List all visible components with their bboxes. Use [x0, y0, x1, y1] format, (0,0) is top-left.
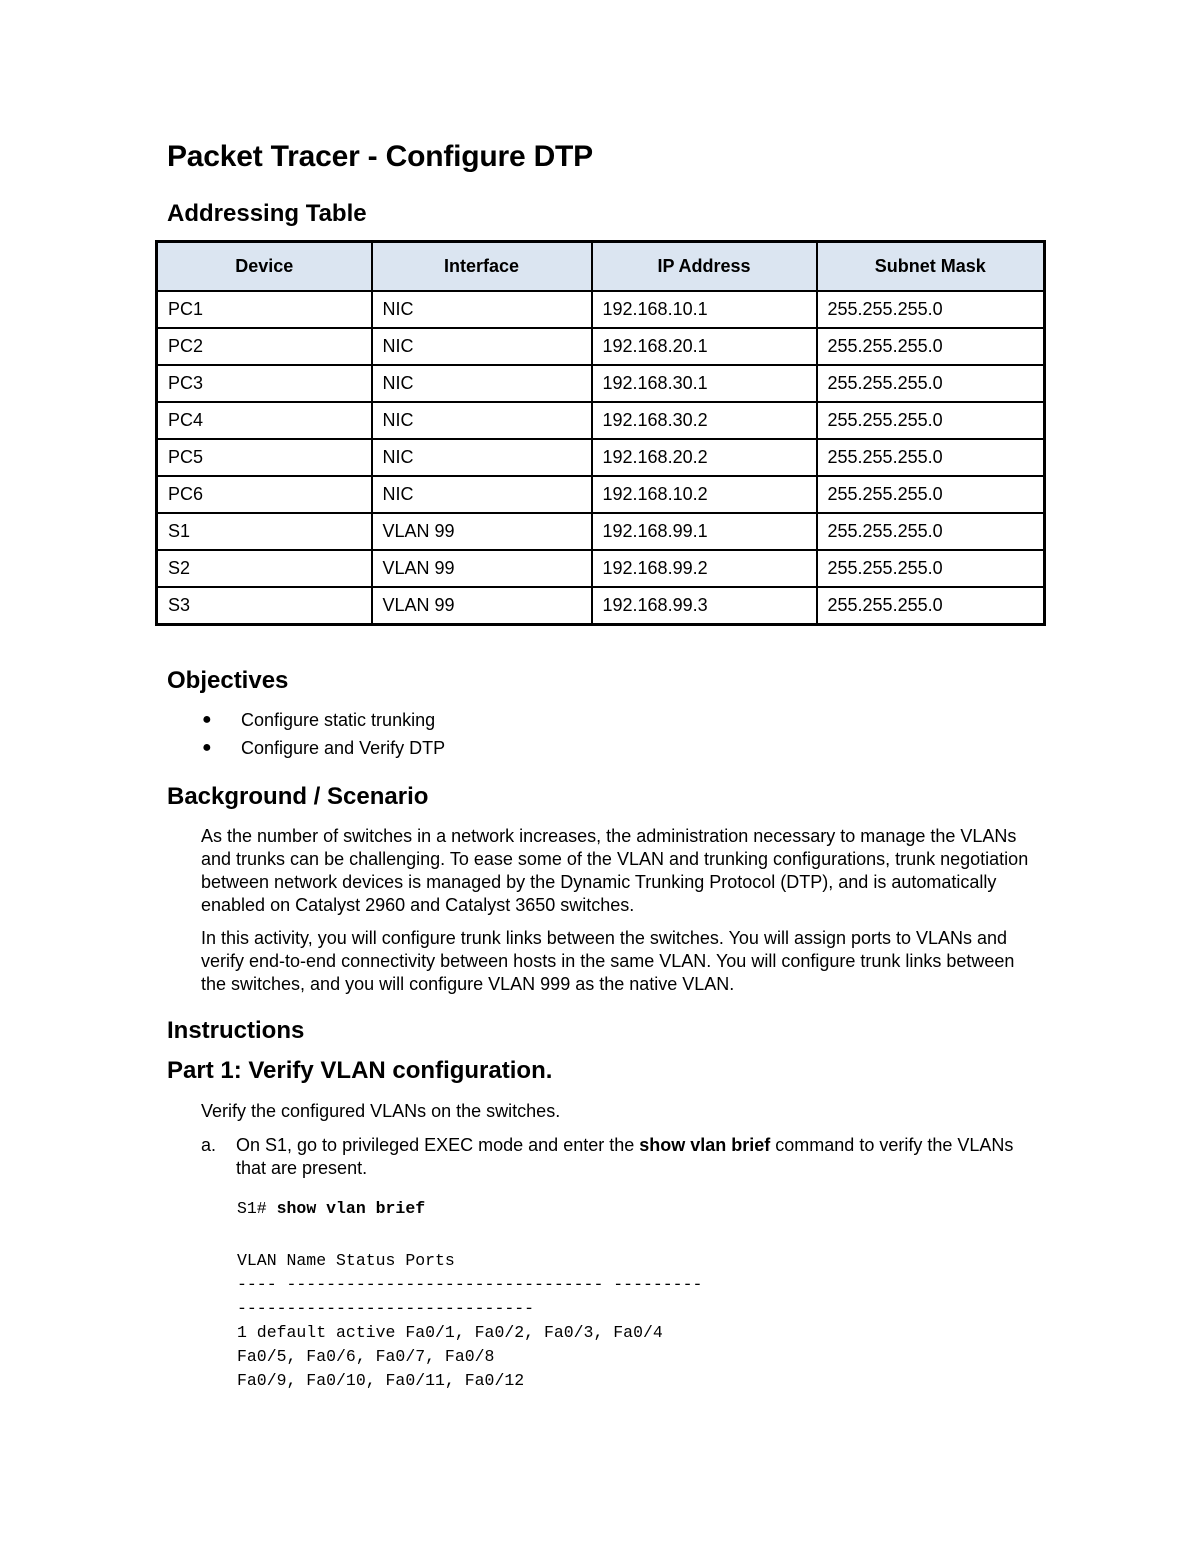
cell-interface: NIC [372, 365, 592, 402]
cell-interface: VLAN 99 [372, 587, 592, 625]
cell-interface: VLAN 99 [372, 513, 592, 550]
list-item [200, 706, 445, 734]
addressing-table-heading: Addressing Table [167, 200, 367, 227]
cell-device: PC2 [157, 328, 372, 365]
list-item [200, 734, 445, 762]
objective-text: Configure and Verify DTP [241, 738, 446, 758]
bullet-icon: ● [202, 711, 212, 728]
step-a-text [236, 1134, 1041, 1180]
step-a-text-before: On S1, go to privileged EXEC mode and enter the [236, 1135, 640, 1155]
cell-subnet-mask: 255.255.255.0 [817, 328, 1045, 365]
table-row [157, 439, 1045, 476]
cell-interface: NIC [372, 439, 592, 476]
part-1-heading: Part 1: Verify VLAN configuration. [167, 1057, 553, 1084]
cli-output-line: Fa0/5, Fa0/6, Fa0/7, Fa0/8 [237, 1347, 495, 1366]
column-header-subnet-mask: Subnet Mask [817, 242, 1045, 292]
instructions-heading: Instructions [167, 1017, 305, 1044]
cell-subnet-mask: 255.255.255.0 [817, 402, 1045, 439]
cell-ip-address: 192.168.99.3 [592, 587, 817, 625]
cell-device: PC4 [157, 402, 372, 439]
cell-interface: VLAN 99 [372, 550, 592, 587]
cell-ip-address: 192.168.99.1 [592, 513, 817, 550]
table-row [157, 550, 1045, 587]
cli-output-line: VLAN Name Status Ports [237, 1251, 455, 1270]
cell-ip-address: 192.168.10.2 [592, 476, 817, 513]
table-row [157, 513, 1045, 550]
table-row [157, 291, 1045, 328]
column-header-device: Device [157, 242, 372, 292]
cell-subnet-mask: 255.255.255.0 [817, 587, 1045, 625]
cli-output-line: Fa0/9, Fa0/10, Fa0/11, Fa0/12 [237, 1371, 525, 1390]
cli-output-line: ------------------------------ [237, 1299, 535, 1318]
background-paragraph-1: As the number of switches in a network increases, the administration necessary to manage the VLANs and trunks can be challenging. To ease some of the VLAN and trunking configurations, trunk negotiation between network devices is managed by the Dynamic Trunking Protocol (DTP), and is automatically enabled on Catalyst 2960 and Catalyst 3650 switches. [201, 826, 1029, 915]
cell-ip-address: 192.168.10.1 [592, 291, 817, 328]
cell-device: PC5 [157, 439, 372, 476]
cli-output [237, 1249, 702, 1393]
cell-subnet-mask: 255.255.255.0 [817, 439, 1045, 476]
background-heading: Background / Scenario [167, 783, 429, 810]
cell-ip-address: 192.168.30.2 [592, 402, 817, 439]
table-row [157, 587, 1045, 625]
cli-prompt: S1# [237, 1199, 277, 1218]
cell-device: S3 [157, 587, 372, 625]
cell-ip-address: 192.168.20.1 [592, 328, 817, 365]
step-letter: a. [201, 1135, 217, 1155]
cell-interface: NIC [372, 328, 592, 365]
cell-device: PC6 [157, 476, 372, 513]
step-a-text-after: command to verify the VLANs that are present. [236, 1135, 1014, 1178]
background-paragraph-2: In this activity, you will configure trunk links between the switches. You will assign ports to VLANs and verify end-to-end connectivity between hosts in the same VLAN. You will configure trunk links between the switches, and you will configure VLAN 999 as the native VLAN. [201, 928, 1015, 994]
cell-device: PC3 [157, 365, 372, 402]
cli-output-line: ---- -------------------------------- --------- [237, 1275, 703, 1294]
table-row [157, 402, 1045, 439]
addressing-table [155, 240, 1046, 626]
cell-device: S2 [157, 550, 372, 587]
table-row [157, 365, 1045, 402]
cell-subnet-mask: 255.255.255.0 [817, 476, 1045, 513]
page-title: Packet Tracer - Configure DTP [167, 140, 593, 173]
cell-subnet-mask: 255.255.255.0 [817, 513, 1045, 550]
column-header-ip-address: IP Address [592, 242, 817, 292]
cell-subnet-mask: 255.255.255.0 [817, 550, 1045, 587]
step-a [201, 1134, 1041, 1180]
cell-interface: NIC [372, 291, 592, 328]
cell-ip-address: 192.168.30.1 [592, 365, 817, 402]
step-a-command: show vlan brief [639, 1135, 771, 1155]
cli-command: show vlan brief [276, 1199, 426, 1218]
cell-interface: NIC [372, 476, 592, 513]
cli-output-line: 1 default active Fa0/1, Fa0/2, Fa0/3, Fa0/4 [237, 1323, 663, 1342]
column-header-interface: Interface [372, 242, 592, 292]
objectives-list [200, 706, 445, 762]
cell-interface: NIC [372, 402, 592, 439]
cell-ip-address: 192.168.99.2 [592, 550, 817, 587]
objective-text: Configure static trunking [241, 710, 436, 730]
cell-device: PC1 [157, 291, 372, 328]
table-row [157, 328, 1045, 365]
cell-ip-address: 192.168.20.2 [592, 439, 817, 476]
cell-device: S1 [157, 513, 372, 550]
cell-subnet-mask: 255.255.255.0 [817, 291, 1045, 328]
table-header-row [157, 242, 1045, 292]
objectives-heading: Objectives [167, 667, 289, 694]
cell-subnet-mask: 255.255.255.0 [817, 365, 1045, 402]
cli-command-line [237, 1197, 425, 1221]
part-1-intro: Verify the configured VLANs on the switches. [201, 1101, 561, 1121]
table-row [157, 476, 1045, 513]
bullet-icon: ● [202, 739, 212, 756]
